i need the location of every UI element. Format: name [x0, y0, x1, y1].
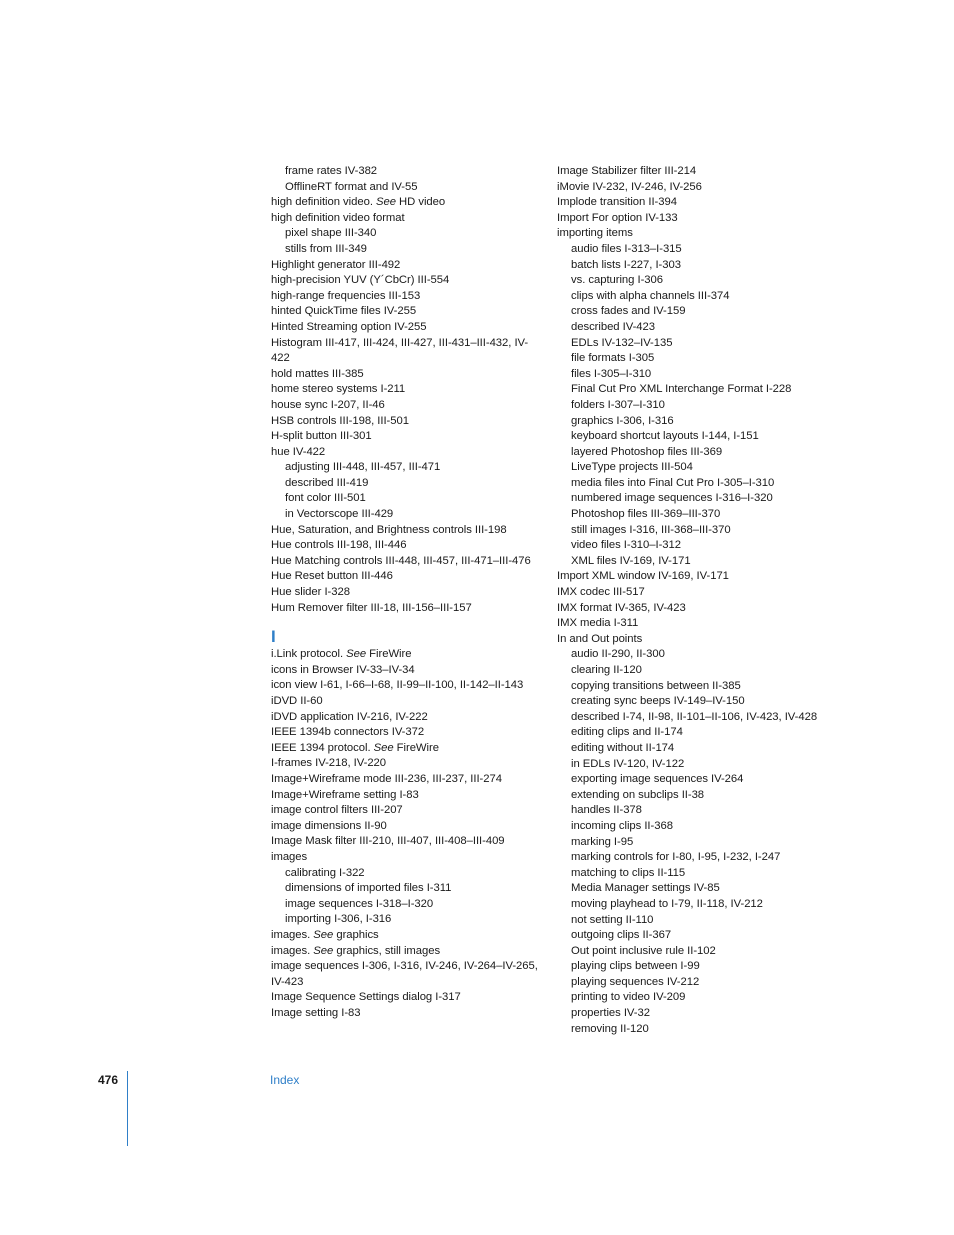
index-entry: images. See graphics [271, 928, 379, 941]
index-entry: house sync I-207, II-46 [271, 398, 385, 411]
index-entry: Hue controls III-198, III-446 [271, 539, 407, 552]
index-entry: hue IV-422 [271, 445, 326, 458]
index-subentry: stills from III-349 [285, 242, 367, 255]
index-entry: hinted QuickTime files IV-255 [271, 305, 417, 318]
index-entry: Image+Wireframe mode III-236, III-237, III-274 [271, 772, 502, 785]
index-subentry: file formats I-305 [571, 352, 655, 365]
index-subentry: described IV-423 [571, 320, 655, 333]
index-subentry: video files I-310–I-312 [571, 539, 682, 552]
see-reference: See [346, 648, 367, 661]
index-entry: icons in Browser IV-33–IV-34 [271, 663, 415, 676]
index-subentry: exporting image sequences IV-264 [571, 773, 744, 786]
index-subentry: keyboard shortcut layouts I-144, I-151 [571, 430, 759, 443]
index-entry: IEEE 1394 protocol. See FireWire [271, 741, 439, 754]
index-subentry: folders I-307–I-310 [571, 398, 665, 411]
index-entry: Hue, Saturation, and Brightness controls III-198 [271, 523, 507, 536]
index-entry: high definition video format [271, 211, 405, 224]
index-entry: images. See graphics, still images [271, 944, 441, 957]
see-reference: See [313, 928, 334, 941]
index-subentry: batch lists I-227, I-303 [571, 258, 681, 271]
index-subentry: media files into Final Cut Pro I-305–I-310 [571, 476, 775, 489]
index-subentry: importing I-306, I-316 [285, 913, 392, 926]
index-subentry: Photoshop files III-369–III-370 [571, 508, 721, 521]
index-entry: H-split button III-301 [271, 430, 372, 443]
index-subentry: graphics I-306, I-316 [571, 414, 674, 427]
index-entry: Hue Reset button III-446 [271, 570, 393, 583]
index-subentry: clearing II-120 [571, 664, 642, 676]
index-entry: Import For option IV-133 [557, 211, 678, 224]
index-entry: iDVD II-60 [271, 695, 323, 707]
index-subentry: numbered image sequences I-316–I-320 [571, 492, 773, 505]
index-subentry: adjusting III-448, III-457, III-471 [285, 461, 441, 474]
index-entry: HSB controls III-198, III-501 [271, 414, 409, 427]
index-subentry: handles II-378 [571, 804, 642, 817]
index-subentry: described I-74, II-98, II-101–II-106, IV-423, IV-428 [571, 710, 818, 723]
index-subentry: outgoing clips II-367 [571, 929, 672, 942]
footer-section-label: Index [270, 1073, 300, 1087]
index-entry: In and Out points [557, 632, 643, 645]
index-subentry: playing sequences IV-212 [571, 975, 700, 988]
index-entry: Hue Matching controls III-448, III-457, III-471–III-476 [271, 554, 531, 567]
index-subentry: still images I-316, III-368–III-370 [571, 523, 731, 536]
index-subentry: removing II-120 [571, 1022, 649, 1035]
index-subentry: XML files IV-169, IV-171 [571, 554, 691, 567]
see-reference: See [376, 196, 396, 209]
index-entry: I-frames IV-218, IV-220 [271, 757, 387, 770]
index-entry: image control filters III-207 [271, 804, 403, 817]
index-subentry: marking controls for I-80, I-95, I-232, I-247 [571, 851, 781, 864]
index-entry: Hinted Streaming option IV-255 [271, 320, 427, 333]
index-subentry: described III-419 [285, 476, 369, 489]
index-entry: importing items [557, 227, 633, 240]
index-subentry: creating sync beeps IV-149–IV-150 [571, 695, 745, 708]
index-subentry: not setting II-110 [571, 913, 654, 926]
index-subentry: layered Photoshop files III-369 [571, 445, 723, 458]
index-entry: Hum Remover filter III-18, III-156–III-157 [271, 601, 472, 614]
page-number: 476 [98, 1073, 119, 1087]
index-subentry: pixel shape III-340 [285, 227, 377, 240]
index-subentry: moving playhead to I-79, II-118, IV-212 [571, 897, 763, 910]
index-subentry: EDLs IV-132–IV-135 [571, 336, 673, 349]
index-subentry: files I-305–I-310 [571, 367, 652, 380]
index-letter-heading: I [271, 627, 276, 647]
index-subentry: copying transitions between II-385 [571, 679, 741, 692]
index-subentry: editing without II-174 [571, 741, 675, 754]
index-entry: IMX format IV-365, IV-423 [557, 601, 686, 614]
index-subentry: dimensions of imported files I-311 [285, 882, 452, 895]
index-subentry: Final Cut Pro XML Interchange Format I-228 [571, 383, 792, 396]
index-entry: high-range frequencies III-153 [271, 289, 421, 302]
see-reference: See [313, 944, 334, 957]
index-subentry: audio files I-313–I-315 [571, 242, 682, 255]
index-subentry: image sequences I-318–I-320 [285, 897, 434, 910]
index-subentry: marking I-95 [571, 835, 634, 848]
index-entry: iMovie IV-232, IV-246, IV-256 [557, 180, 702, 193]
index-entry: high definition video. See HD video [271, 196, 446, 209]
index-entry: IMX media I-311 [557, 617, 639, 630]
index-subentry: Out point inclusive rule II-102 [571, 944, 716, 957]
index-entry: home stereo systems I-211 [271, 383, 406, 396]
index-entry: IEEE 1394b connectors IV-372 [271, 726, 425, 739]
index-subentry: frame rates IV-382 [285, 165, 378, 177]
index-entry: Implode transition II-394 [557, 196, 677, 209]
index-column-right [557, 164, 857, 1037]
index-entry: Import XML window IV-169, IV-171 [557, 570, 729, 583]
footer-divider [127, 1071, 128, 1146]
see-reference: See [373, 741, 394, 754]
index-entry: Image setting I-83 [271, 1006, 361, 1019]
index-entry: images [271, 850, 308, 863]
index-entry: iDVD application IV-216, IV-222 [271, 710, 428, 723]
index-entry: hold mattes III-385 [271, 367, 364, 380]
index-subentry: OfflineRT format and IV-55 [285, 180, 418, 193]
index-subentry: properties IV-32 [571, 1007, 650, 1020]
index-entry: i.Link protocol. See FireWire [271, 648, 412, 661]
index-subentry: playing clips between I-99 [571, 960, 700, 973]
index-subentry: audio II-290, II-300 [571, 648, 665, 661]
index-entry: image sequences I-306, I-316, IV-246, IV-264–IV-265, IV-423 [271, 960, 538, 988]
index-subentry: matching to clips II-115 [571, 866, 686, 879]
index-subentry: extending on subclips II-38 [571, 788, 705, 801]
index-subentry: calibrating I-322 [285, 866, 365, 879]
index-subentry: cross fades and IV-159 [571, 305, 686, 318]
index-entry: Image+Wireframe setting I-83 [271, 788, 419, 801]
index-entry: high-precision YUV (Y´CbCr) III-554 [271, 274, 450, 287]
index-subentry: incoming clips II-368 [571, 819, 673, 832]
index-subentry: font color III-501 [285, 492, 366, 505]
index-entry: Image Sequence Settings dialog I-317 [271, 991, 461, 1004]
index-entry: image dimensions II-90 [271, 819, 387, 832]
index-subentry: in EDLs IV-120, IV-122 [571, 757, 685, 770]
index-entry: Histogram III-417, III-424, III-427, III-431–III-432, IV-422 [271, 336, 529, 365]
index-entry: Highlight generator III-492 [271, 258, 401, 271]
index-subentry: editing clips and II-174 [571, 726, 683, 739]
index-entry: Hue slider I-328 [271, 586, 350, 599]
index-subentry: Media Manager settings IV-85 [571, 882, 720, 895]
index-entry: icon view I-61, I-66–I-68, II-99–II-100, II-142–II-143 [271, 679, 524, 692]
index-entry: Image Stabilizer filter III-214 [557, 165, 697, 177]
index-subentry: LiveType projects III-504 [571, 461, 693, 474]
index-subentry: printing to video IV-209 [571, 991, 686, 1004]
index-entry: IMX codec III-517 [557, 586, 645, 599]
index-column-left [271, 164, 561, 1021]
index-subentry: in Vectorscope III-429 [285, 508, 394, 521]
index-entry: Image Mask filter III-210, III-407, III-408–III-409 [271, 835, 505, 848]
index-subentry: vs. capturing I-306 [571, 274, 663, 287]
index-subentry: clips with alpha channels III-374 [571, 289, 730, 302]
